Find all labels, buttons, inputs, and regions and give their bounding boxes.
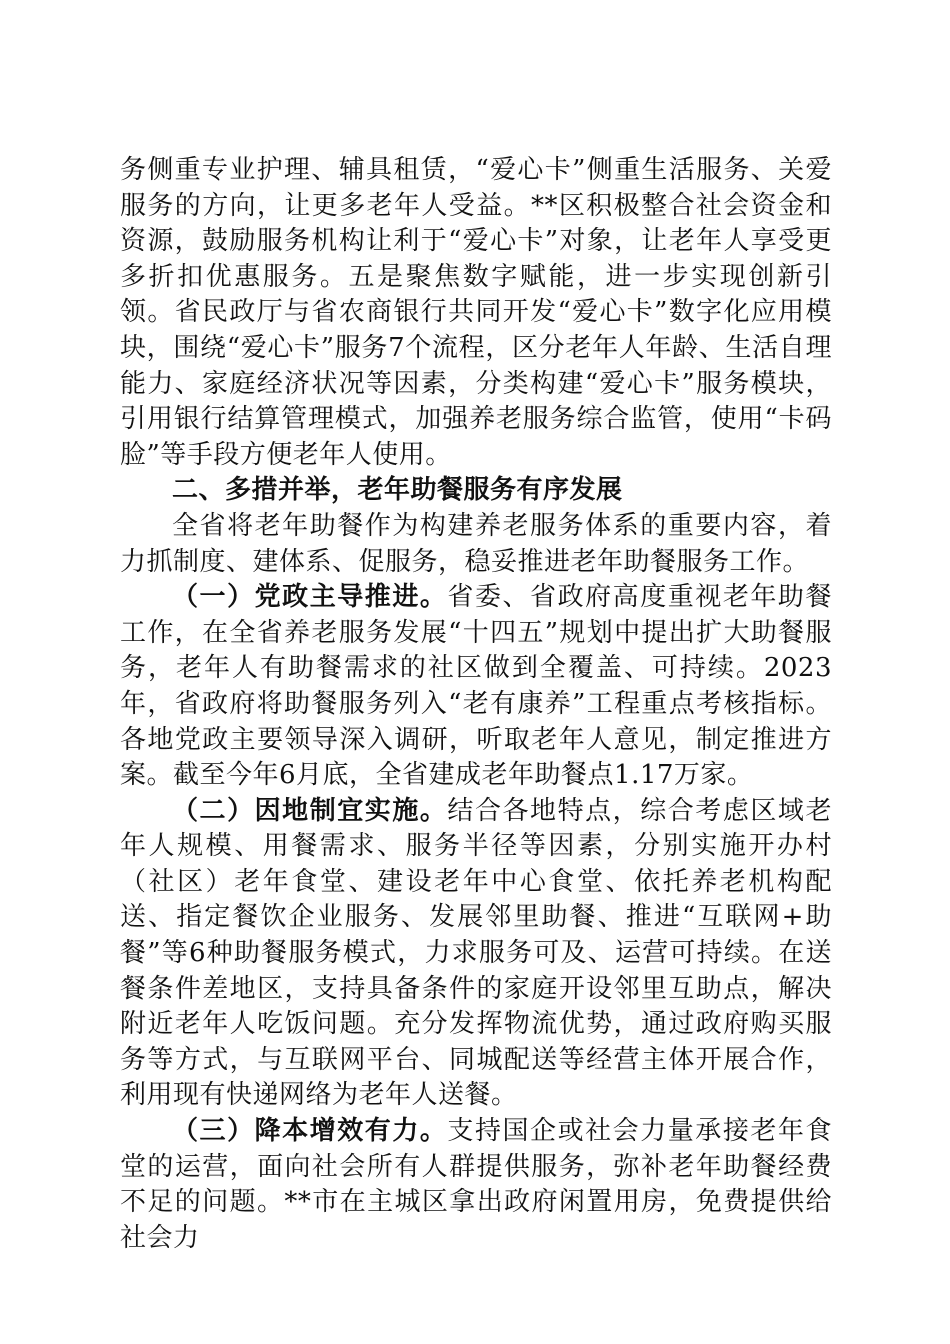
section-heading: 二、多措并举，老年助餐服务有序发展 (172, 475, 623, 506)
item-lead: （三）降本增效有力。 (172, 1116, 448, 1147)
item-text: 省委、省政府高度重视老年助餐工作，在全省养老服务发展“十四五”规划中提出扩大助餐服务，老年人有助餐需求的社区做到全覆盖、可持续。2023年，省政府将助餐服务列入“老有康养”工程重点考核指标。各地党政主要领导深入调研，听取老年人意见，制定推进方案。截至今年6月底，全省建成老年助餐点1.17万家。 (120, 582, 832, 791)
paragraph-continuation: 务侧重专业护理、辅具租赁，“爱心卡”侧重生活服务、关爱服务的方向，让更多老年人受益。**区积极整合社会资金和资源，鼓励服务机构让利于“爱心卡”对象，让老年人享受更多折扣优惠服务。五是聚焦数字赋能，进一步实现创新引领。省民政厅与省农商银行共同开发“爱心卡”数字化应用模块，围绕“爱心卡”服务7个流程，区分老年人年龄、生活自理能力、家庭经济状况等因素，分类构建“爱心卡”服务模块，引用银行结算管理模式，加强养老服务综合监管，使用“卡码脸”等手段方便老年人使用。 (120, 155, 832, 470)
item-lead: （一）党政主导推进。 (172, 582, 448, 613)
item-lead: （二）因地制宜实施。 (172, 795, 448, 826)
item-text: 结合各地特点，综合考虑区域老年人规模、用餐需求、服务半径等因素，分别实施开办村（社区）老年食堂、建设老年中心食堂、依托养老机构配送、指定餐饮企业服务、发展邻里助餐、推进“互联网+助餐”等6种助餐服务模式，力求服务可及、运营可持续。在送餐条件差地区，支持具备条件的家庭开设邻里互助点，解决附近老年人吃饭问题。充分发挥物流优势，通过政府购买服务等方式，与互联网平台、同城配送等经营主体开展合作，利用现有快递网络为老年人送餐。 (120, 795, 832, 1111)
item-cost-efficiency (120, 1114, 832, 1256)
section-intro: 全省将老年助餐作为构建养老服务体系的重要内容，着力抓制度、建体系、促服务，稳妥推进老年助餐服务工作。 (120, 510, 832, 577)
item-party-led (120, 580, 832, 794)
item-local-conditions (120, 794, 832, 1114)
document-body (120, 153, 832, 1256)
item-text: 支持国企或社会力量承接老年食堂的运营，面向社会所有人群提供服务，弥补老年助餐经费不足的问题。**市在主城区拿出政府闲置用房，免费提供给社会力 (120, 1116, 832, 1253)
